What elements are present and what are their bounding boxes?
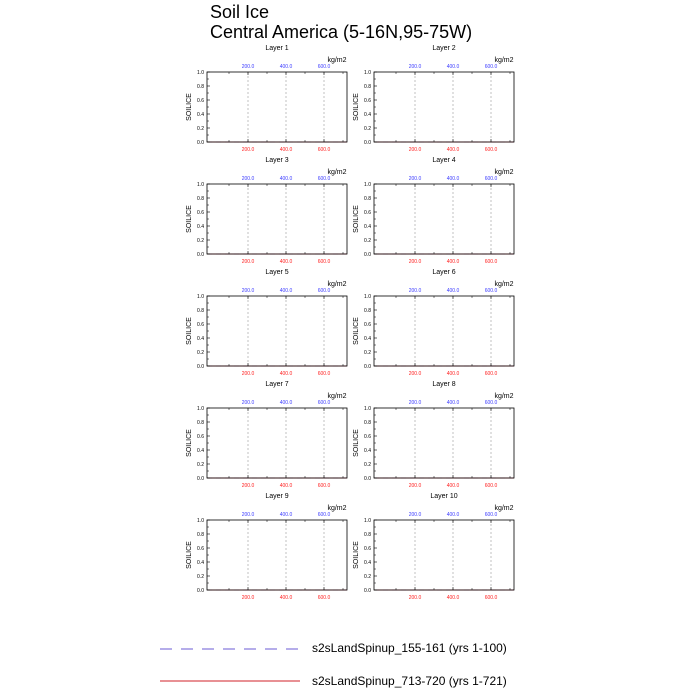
top-tick-label-6-1: 400.0 [446, 288, 460, 294]
y-tick-label-9-3: 0.6 [197, 546, 204, 552]
bottom-tick-label-10-0: 200.0 [408, 595, 422, 601]
chart-subtitle: Central America (5-16N,95-75W) [210, 22, 473, 42]
units-label-5: kg/m2 [327, 281, 347, 288]
bottom-tick-label-4-0: 200.0 [408, 259, 422, 265]
plot-frame-3 [207, 184, 347, 254]
bottom-tick-label-3-0: 200.0 [241, 259, 255, 265]
y-tick-label-4-5: 1.0 [364, 182, 371, 188]
panel-title-9: Layer 9 [265, 493, 289, 500]
y-tick-label-7-2: 0.4 [197, 448, 204, 454]
y-tick-label-4-4: 0.8 [364, 196, 371, 202]
y-tick-label-1-5: 1.0 [197, 70, 204, 76]
y-tick-label-2-1: 0.2 [364, 126, 371, 132]
top-tick-label-9-0: 200.0 [241, 512, 255, 518]
y-tick-label-9-5: 1.0 [197, 518, 204, 524]
y-tick-label-8-3: 0.6 [364, 434, 371, 440]
units-label-7: kg/m2 [327, 393, 347, 400]
top-tick-label-5-0: 200.0 [241, 288, 255, 294]
bottom-tick-label-1-2: 600.0 [317, 147, 331, 153]
top-tick-label-2-2: 600.0 [484, 64, 498, 70]
bottom-tick-label-7-1: 400.0 [279, 483, 293, 489]
plot-frame-5 [207, 296, 347, 366]
units-label-4: kg/m2 [494, 169, 514, 176]
top-tick-label-7-0: 200.0 [241, 400, 255, 406]
bottom-tick-label-9-2: 600.0 [317, 595, 331, 601]
y-tick-label-8-0: 0.0 [364, 476, 371, 482]
bottom-tick-label-10-2: 600.0 [484, 595, 498, 601]
y-tick-label-5-2: 0.4 [197, 336, 204, 342]
y-axis-label-10: SOILICE [353, 541, 360, 569]
y-axis-label-6: SOILICE [353, 317, 360, 345]
top-tick-label-7-2: 600.0 [317, 400, 331, 406]
y-tick-label-9-1: 0.2 [197, 574, 204, 580]
legend-label-series-2: s2sLandSpinup_713-720 (yrs 1-721) [312, 674, 507, 688]
y-tick-label-7-5: 1.0 [197, 406, 204, 412]
bottom-tick-label-6-1: 400.0 [446, 371, 460, 377]
y-tick-label-2-0: 0.0 [364, 140, 371, 146]
panel-title-1: Layer 1 [265, 45, 289, 52]
top-tick-label-2-1: 400.0 [446, 64, 460, 70]
y-axis-label-1: SOILICE [186, 93, 193, 121]
y-tick-label-9-4: 0.8 [197, 532, 204, 538]
y-tick-label-7-0: 0.0 [197, 476, 204, 482]
y-tick-label-9-2: 0.4 [197, 560, 204, 566]
bottom-tick-label-7-0: 200.0 [241, 483, 255, 489]
y-tick-label-10-5: 1.0 [364, 518, 371, 524]
bottom-tick-label-2-1: 400.0 [446, 147, 460, 153]
panel-title-10: Layer 10 [430, 493, 458, 500]
bottom-tick-label-5-0: 200.0 [241, 371, 255, 377]
top-tick-label-3-2: 600.0 [317, 176, 331, 182]
y-tick-label-6-2: 0.4 [364, 336, 371, 342]
top-tick-label-2-0: 200.0 [408, 64, 422, 70]
units-label-8: kg/m2 [494, 393, 514, 400]
bottom-tick-label-1-1: 400.0 [279, 147, 293, 153]
panel-title-5: Layer 5 [265, 269, 289, 276]
top-tick-label-1-0: 200.0 [241, 64, 255, 70]
y-axis-label-4: SOILICE [353, 205, 360, 233]
units-label-6: kg/m2 [494, 281, 514, 288]
y-tick-label-9-0: 0.0 [197, 588, 204, 594]
y-tick-label-1-0: 0.0 [197, 140, 204, 146]
y-tick-label-8-2: 0.4 [364, 448, 371, 454]
y-tick-label-10-0: 0.0 [364, 588, 371, 594]
top-tick-label-8-0: 200.0 [408, 400, 422, 406]
y-tick-label-2-4: 0.8 [364, 84, 371, 90]
plot-frame-9 [207, 520, 347, 590]
y-tick-label-7-1: 0.2 [197, 462, 204, 468]
bottom-tick-label-5-2: 600.0 [317, 371, 331, 377]
top-tick-label-10-2: 600.0 [484, 512, 498, 518]
y-tick-label-2-2: 0.4 [364, 112, 371, 118]
y-tick-label-5-0: 0.0 [197, 364, 204, 370]
y-tick-label-4-2: 0.4 [364, 224, 371, 230]
top-tick-label-1-1: 400.0 [279, 64, 293, 70]
y-tick-label-1-3: 0.6 [197, 98, 204, 104]
bottom-tick-label-3-2: 600.0 [317, 259, 331, 265]
top-tick-label-10-1: 400.0 [446, 512, 460, 518]
y-tick-label-4-1: 0.2 [364, 238, 371, 244]
panel-title-7: Layer 7 [265, 381, 289, 388]
top-tick-label-9-1: 400.0 [279, 512, 293, 518]
bottom-tick-label-5-1: 400.0 [279, 371, 293, 377]
top-tick-label-5-2: 600.0 [317, 288, 331, 294]
units-label-9: kg/m2 [327, 505, 347, 512]
bottom-tick-label-9-1: 400.0 [279, 595, 293, 601]
y-tick-label-7-4: 0.8 [197, 420, 204, 426]
top-tick-label-7-1: 400.0 [279, 400, 293, 406]
y-axis-label-7: SOILICE [186, 429, 193, 457]
y-axis-label-8: SOILICE [353, 429, 360, 457]
top-tick-label-8-1: 400.0 [446, 400, 460, 406]
y-tick-label-10-1: 0.2 [364, 574, 371, 580]
y-tick-label-6-3: 0.6 [364, 322, 371, 328]
y-tick-label-3-0: 0.0 [197, 252, 204, 258]
y-tick-label-8-4: 0.8 [364, 420, 371, 426]
top-tick-label-5-1: 400.0 [279, 288, 293, 294]
y-tick-label-1-2: 0.4 [197, 112, 204, 118]
y-tick-label-3-5: 1.0 [197, 182, 204, 188]
top-tick-label-6-0: 200.0 [408, 288, 422, 294]
y-tick-label-1-4: 0.8 [197, 84, 204, 90]
bottom-tick-label-2-0: 200.0 [408, 147, 422, 153]
y-tick-label-10-2: 0.4 [364, 560, 371, 566]
y-tick-label-1-1: 0.2 [197, 126, 204, 132]
y-axis-label-9: SOILICE [186, 541, 193, 569]
y-axis-label-5: SOILICE [186, 317, 193, 345]
panel-title-6: Layer 6 [432, 269, 456, 276]
y-tick-label-2-5: 1.0 [364, 70, 371, 76]
top-tick-label-8-2: 600.0 [484, 400, 498, 406]
y-tick-label-3-2: 0.4 [197, 224, 204, 230]
top-tick-label-4-0: 200.0 [408, 176, 422, 182]
y-tick-label-6-4: 0.8 [364, 308, 371, 314]
y-tick-label-5-1: 0.2 [197, 350, 204, 356]
bottom-tick-label-8-2: 600.0 [484, 483, 498, 489]
chart-title: Soil Ice [210, 2, 270, 22]
bottom-tick-label-6-0: 200.0 [408, 371, 422, 377]
plot-frame-2 [374, 72, 514, 142]
top-tick-label-4-2: 600.0 [484, 176, 498, 182]
y-tick-label-8-1: 0.2 [364, 462, 371, 468]
top-tick-label-3-1: 400.0 [279, 176, 293, 182]
bottom-tick-label-1-0: 200.0 [241, 147, 255, 153]
top-tick-label-6-2: 600.0 [484, 288, 498, 294]
y-tick-label-5-4: 0.8 [197, 308, 204, 314]
legend-label-series-1: s2sLandSpinup_155-161 (yrs 1-100) [312, 641, 507, 655]
top-tick-label-3-0: 200.0 [241, 176, 255, 182]
y-tick-label-7-3: 0.6 [197, 434, 204, 440]
y-tick-label-3-1: 0.2 [197, 238, 204, 244]
y-tick-label-6-0: 0.0 [364, 364, 371, 370]
y-tick-label-6-1: 0.2 [364, 350, 371, 356]
top-tick-label-4-1: 400.0 [446, 176, 460, 182]
units-label-2: kg/m2 [494, 57, 514, 64]
panel-title-2: Layer 2 [432, 45, 456, 52]
bottom-tick-label-8-1: 400.0 [446, 483, 460, 489]
y-tick-label-3-4: 0.8 [197, 196, 204, 202]
y-tick-label-3-3: 0.6 [197, 210, 204, 216]
top-tick-label-9-2: 600.0 [317, 512, 331, 518]
y-axis-label-2: SOILICE [353, 93, 360, 121]
y-tick-label-4-0: 0.0 [364, 252, 371, 258]
bottom-tick-label-9-0: 200.0 [241, 595, 255, 601]
top-tick-label-10-0: 200.0 [408, 512, 422, 518]
plot-frame-1 [207, 72, 347, 142]
panel-title-3: Layer 3 [265, 157, 289, 164]
bottom-tick-label-10-1: 400.0 [446, 595, 460, 601]
plot-frame-10 [374, 520, 514, 590]
y-axis-label-3: SOILICE [186, 205, 193, 233]
y-tick-label-8-5: 1.0 [364, 406, 371, 412]
y-tick-label-10-3: 0.6 [364, 546, 371, 552]
bottom-tick-label-2-2: 600.0 [484, 147, 498, 153]
bottom-tick-label-4-2: 600.0 [484, 259, 498, 265]
units-label-10: kg/m2 [494, 505, 514, 512]
bottom-tick-label-6-2: 600.0 [484, 371, 498, 377]
plot-frame-6 [374, 296, 514, 366]
units-label-3: kg/m2 [327, 169, 347, 176]
y-tick-label-4-3: 0.6 [364, 210, 371, 216]
y-tick-label-2-3: 0.6 [364, 98, 371, 104]
bottom-tick-label-7-2: 600.0 [317, 483, 331, 489]
top-tick-label-1-2: 600.0 [317, 64, 331, 70]
y-tick-label-5-3: 0.6 [197, 322, 204, 328]
plot-frame-8 [374, 408, 514, 478]
y-tick-label-10-4: 0.8 [364, 532, 371, 538]
bottom-tick-label-8-0: 200.0 [408, 483, 422, 489]
y-tick-label-5-5: 1.0 [197, 294, 204, 300]
plot-frame-4 [374, 184, 514, 254]
units-label-1: kg/m2 [327, 57, 347, 64]
panel-title-4: Layer 4 [432, 157, 456, 164]
y-tick-label-6-5: 1.0 [364, 294, 371, 300]
bottom-tick-label-3-1: 400.0 [279, 259, 293, 265]
panel-title-8: Layer 8 [432, 381, 456, 388]
plot-frame-7 [207, 408, 347, 478]
bottom-tick-label-4-1: 400.0 [446, 259, 460, 265]
